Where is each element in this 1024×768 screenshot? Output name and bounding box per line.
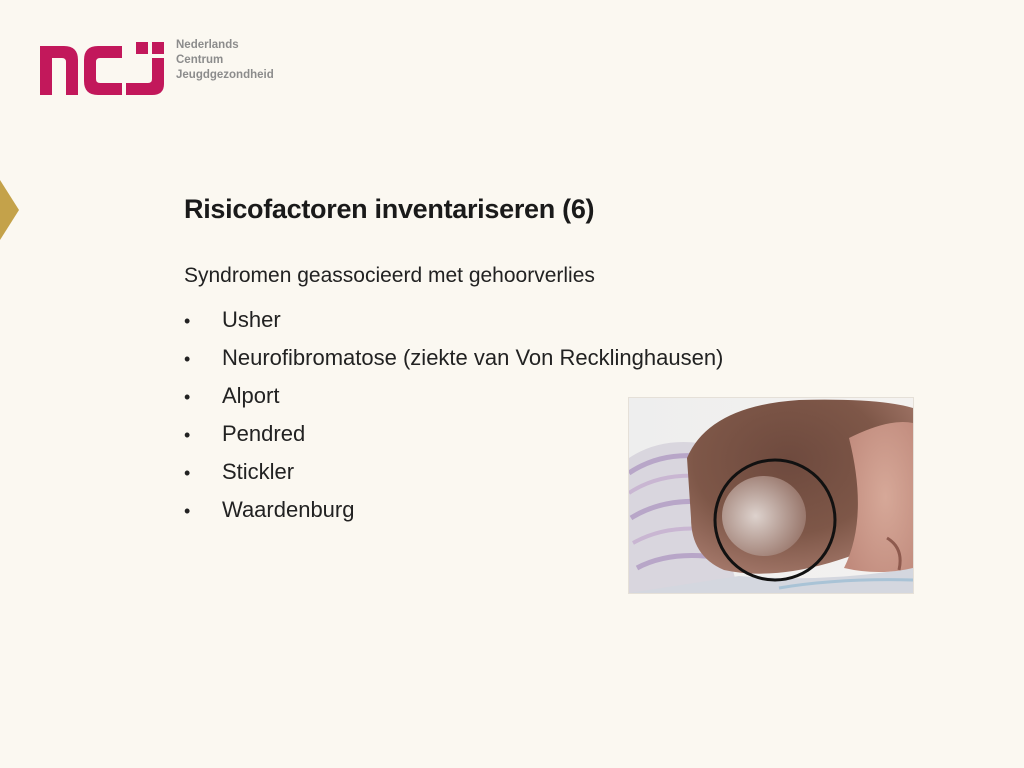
bullet-icon: •	[184, 387, 191, 407]
ncj-logo-mark	[38, 40, 168, 96]
list-item-label: Neurofibromatose (ziekte van Von Recklinghausen)	[222, 345, 724, 370]
logo-text	[176, 38, 274, 83]
side-arrow-icon	[0, 180, 19, 240]
list-item	[184, 304, 723, 342]
photo-illustration	[629, 398, 913, 593]
list-item-label: Waardenburg	[222, 497, 355, 522]
logo-line: Centrum	[176, 54, 224, 66]
bullet-icon: •	[184, 349, 191, 369]
slide-title: Risicofactoren inventariseren (6)	[184, 194, 595, 224]
slide-subtitle: Syndromen geassocieerd met gehoorverlies	[184, 264, 595, 287]
bullet-icon: •	[184, 425, 191, 445]
list-item-label: Usher	[222, 307, 281, 332]
list-item-label: Pendred	[222, 421, 306, 446]
list-item-label: Stickler	[222, 459, 295, 484]
infant-head-photo	[628, 397, 914, 594]
bullet-icon: •	[184, 463, 191, 483]
ncj-logo	[38, 38, 298, 98]
bullet-icon: •	[184, 311, 191, 331]
logo-line: Nederlands	[176, 39, 239, 51]
bullet-icon: •	[184, 501, 191, 521]
logo-line: Jeugdgezondheid	[176, 69, 274, 81]
list-item-label: Alport	[222, 383, 280, 408]
list-item	[184, 342, 723, 380]
